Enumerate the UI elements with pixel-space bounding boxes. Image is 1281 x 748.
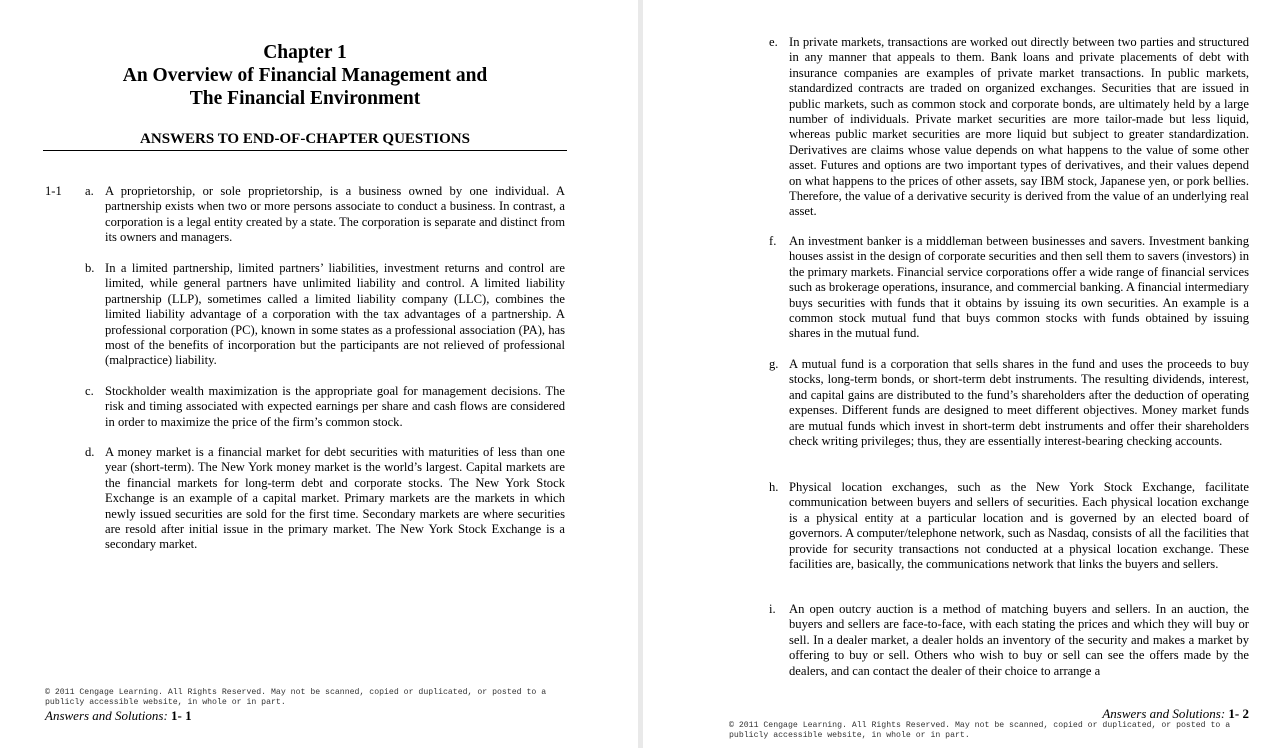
answer-item-a: A proprietorship, or sole proprietorship, is a business owned by one individual. A partnership exists when two or more persons associate to conduct a business. In contrast, a corporation is a legal entity created by a state. The corporation is separate and distinct from its owners and managers. (105, 184, 565, 245)
item-label-h: h. (769, 480, 779, 494)
answer-item-d: A money market is a financial market for debt securities with maturities of less than one year (short-term). The New York money market is the world’s largest. Capital markets are the financial markets for long-term debt and corporate stocks. The New York Stock Exchange is an example of a capital market. Primary markets are the markets in which newly issued securities are sold for the first time. Secondary markets are where securities are resold after initial issue in the primary market. The New York Stock Exchange is a secondary market. (105, 445, 565, 552)
footer-page-number: 1- 1 (171, 708, 192, 723)
item-label-g: g. (769, 357, 779, 371)
copyright-notice: © 2011 Cengage Learning. All Rights Reserved. May not be scanned, copied or duplicated, or posted to a publicly accessible website, in whole or in part. (45, 688, 547, 708)
item-label-i: i. (769, 602, 776, 616)
item-label-e: e. (769, 35, 778, 49)
answer-item-c: Stockholder wealth maximization is the appropriate goal for management decisions. The risk and timing associated with expected earnings per share and cash flows are considered in order to maximize the price of the firm’s common stock. (105, 384, 565, 429)
copyright-notice: © 2011 Cengage Learning. All Rights Reserved. May not be scanned, copied or duplicated, or posted to a publicly accessible website, in whole or in part. (729, 721, 1231, 741)
answer-item-f: An investment banker is a middleman between businesses and savers. Investment banking houses assist in the design of corporate securities and then sell them to savers (investors) in the primary markets. Financial service corporations offer a wide range of financial services such as brokerage operations, insurance, and commercial banking. A financial intermediary buys securities with funds that it obtains by issuing its own securities. An example is a common stock mutual fund that buys common stocks with funds obtained by issuing shares in the mutual fund. (789, 234, 1249, 341)
item-label-d: d. (85, 445, 95, 459)
answer-item-h: Physical location exchanges, such as the New York Stock Exchange, facilitate communication between buyers and sellers of securities. Each physical location exchange is a physical entity at a particular location and is governed by an elected board of governors. A computer/telephone network, such as Nasdaq, consists of all the facilities that provide for security transactions not conducted at a physical location exchange. These facilities are, basically, the communications network that links the buyers and sellers. (789, 480, 1249, 572)
item-label-a: a. (85, 184, 94, 198)
footer-label: Answers and Solutions: (45, 708, 168, 723)
document-page-1 (0, 0, 638, 748)
answer-item-b: In a limited partnership, limited partners’ liabilities, investment returns and control are limited, while general partners have unlimited liability and control. A limited liability partnership (LLP), sometimes called a limited liability company (LLC), combines the limited liability advantage of a corporation with the tax advantages of a partnership. A professional corporation (PC), known in some states as a professional association (PA), has most of the benefits of incorporation but the participants are not relieved of professional (malpractice) liability. (105, 261, 565, 368)
item-label-f: f. (769, 234, 777, 248)
page-footer (1102, 706, 1249, 722)
item-label-c: c. (85, 384, 94, 398)
footer-label: Answers and Solutions: (1102, 706, 1226, 721)
footer-page-number: 1- 2 (1228, 706, 1249, 721)
answer-item-e: In private markets, transactions are worked out directly between two parties and structured in any manner that appeals to them. Bank loans and private placements of debt with insurance companies are examples of private market transactions. In public markets, standardized contracts are traded on organized exchanges. Securities that are issued in public markets, such as common stock and corporate bonds, are ultimately held by a large number of individuals. Private market securities are more tailor-made but less liquid, whereas public market securities are more liquid but subject to greater standardization. Derivatives are claims whose value depends on what happens to the value of some other asset. Futures and options are two important types of derivatives, and their values depend on what happens to the prices of other assets, say IBM stock, Japanese yen, or pork bellies. Therefore, the value of a derivative security is derived from the value of an underlying real asset. (789, 35, 1249, 219)
item-label-b: b. (85, 261, 95, 275)
answer-item-i: An open outcry auction is a method of matching buyers and sellers. In an auction, the buyers and sellers are face-to-face, with each stating the prices and which they will buy or sell. In a dealer market, a dealer holds an inventory of the security and makes a market by offering to buy or sell. Others who wish to buy or sell can see the offers made by the dealers, and can contact the dealer of their choice to arrange a (789, 602, 1249, 678)
document-page-2 (643, 0, 1281, 748)
chapter-title-line-1: An Overview of Financial Management and (122, 65, 488, 86)
chapter-title-line-2: The Financial Environment (189, 88, 421, 109)
chapter-number: Chapter 1 (263, 42, 347, 63)
section-heading: ANSWERS TO END-OF-CHAPTER QUESTIONS (43, 131, 567, 151)
question-number: 1-1 (45, 184, 62, 198)
page-footer (45, 708, 192, 724)
answer-item-g: A mutual fund is a corporation that sells shares in the fund and uses the proceeds to buy stocks, long-term bonds, or short-term debt instruments. The resulting dividends, interest, and capital gains are distributed to the fund’s shareholders after the deduction of operating expenses. Different funds are designed to meet different objectives. Money market funds are mutual funds which invest in short-term debt instruments and offer their shareholders check writing privileges; thus, they are essentially interest-bearing checking accounts. (789, 357, 1249, 449)
